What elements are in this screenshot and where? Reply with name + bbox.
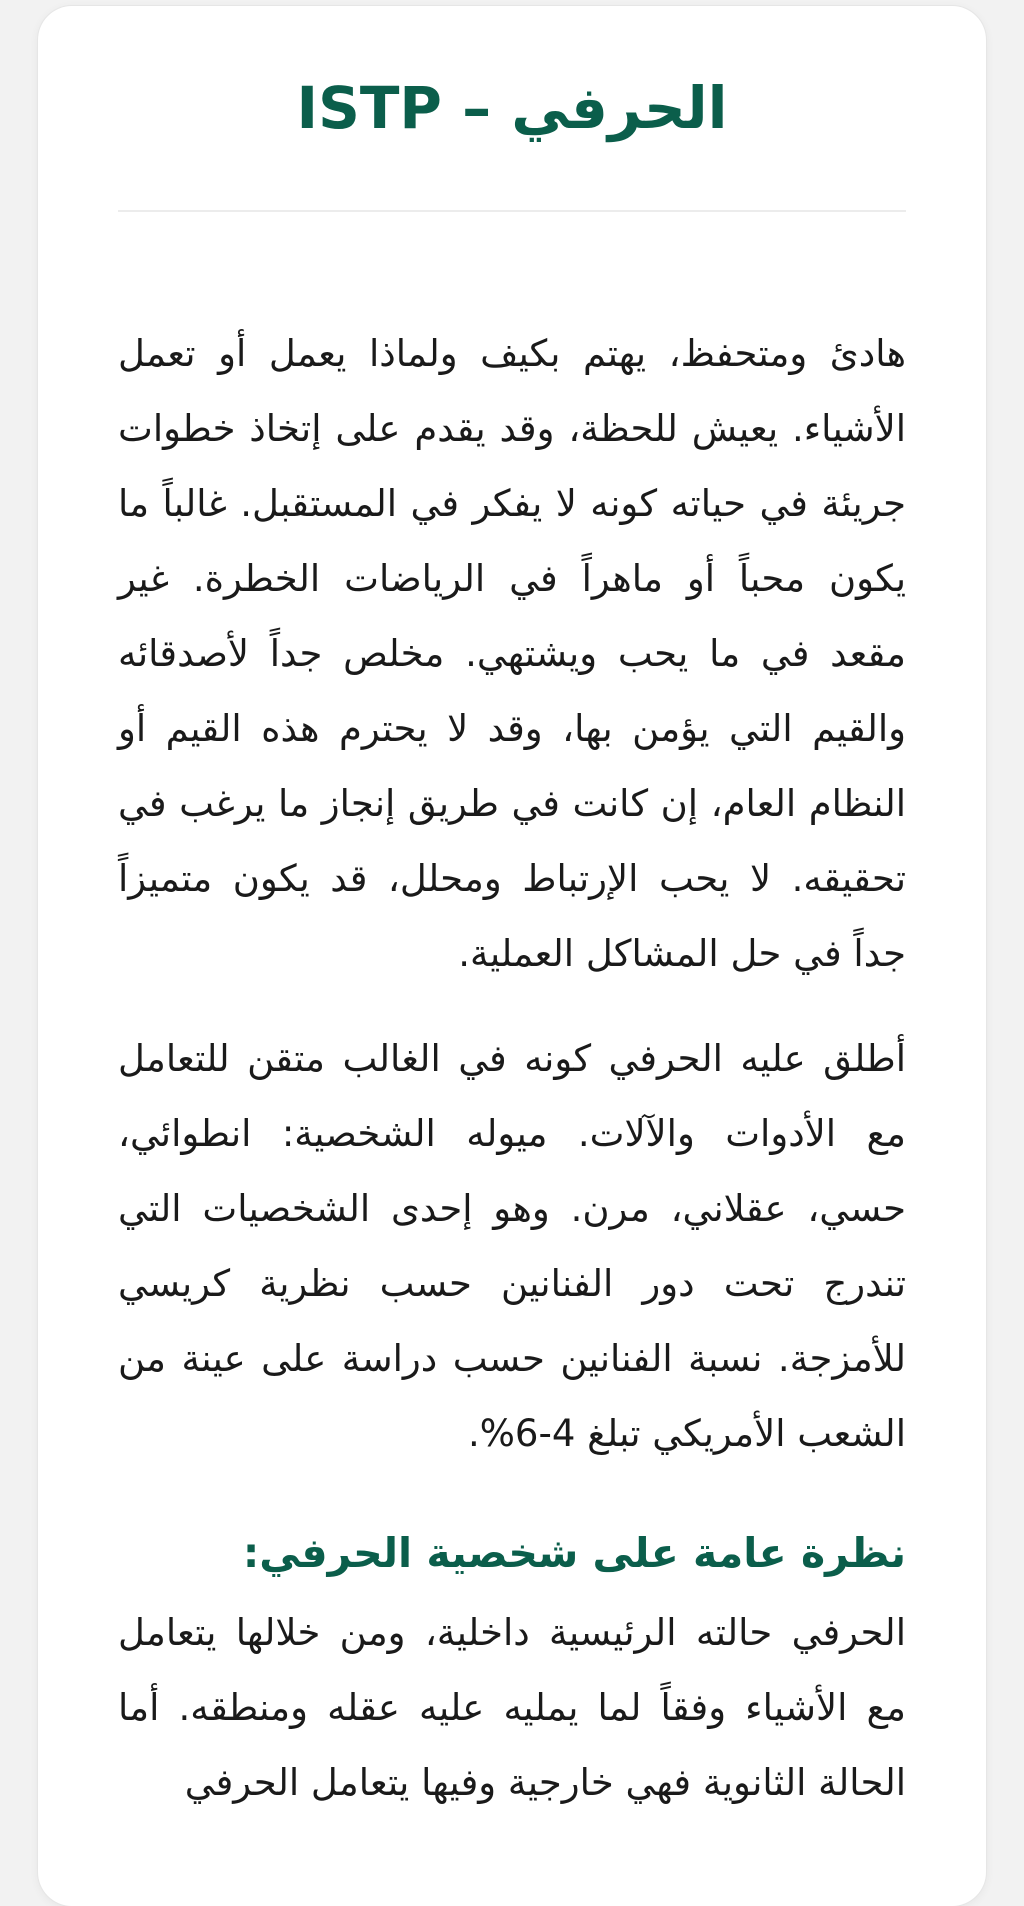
- title-divider: [118, 210, 906, 212]
- section-heading: نظرة عامة على شخصية الحرفي:: [242, 1529, 906, 1577]
- page-title: الحرفي – ISTP: [296, 74, 728, 142]
- article-card: [38, 6, 986, 1906]
- intro-paragraph: هادئ ومتحفظ، يهتم بكيف ولماذا يعمل أو تعمل الأشياء. يعيش للحظة، وقد يقدم على إتخاذ خطوات جريئة في حياته كونه لا يفكر في المستقبل. غالباً ما يكون محباً أو ماهراً في الرياضات الخطرة. غير مقعد في ما يحب ويشتهي. مخلص جداً لأصدقائه والقيم التي يؤمن بها، وقد لا يحترم هذه القيم أو النظام العام، إن كانت في طريق إنجاز ما يرغب في تحقيقه. لا يحب الإرتباط ومحلل، قد يكون متميزاً جداً في حل المشاكل العملية.: [118, 332, 906, 975]
- overview-paragraph: الحرفي حالته الرئيسية داخلية، ومن خلالها يتعامل مع الأشياء وفقاً لما يمليه عليه عقله ومنطقه. أما الحالة الثانوية فهي خارجية وفيها يتعامل الحرفي: [118, 1611, 906, 1804]
- naming-paragraph: أطلق عليه الحرفي كونه في الغالب متقن للتعامل مع الأدوات والآلات. ميوله الشخصية: انطوائي، حسي، عقلاني، مرن. وهو إحدى الشخصيات التي تندرج تحت دور الفنانين حسب نظرية كريسي للأمزجة. نسبة الفنانين حسب دراسة على عينة من الشعب الأمريكي تبلغ 4-6%.: [118, 1037, 906, 1455]
